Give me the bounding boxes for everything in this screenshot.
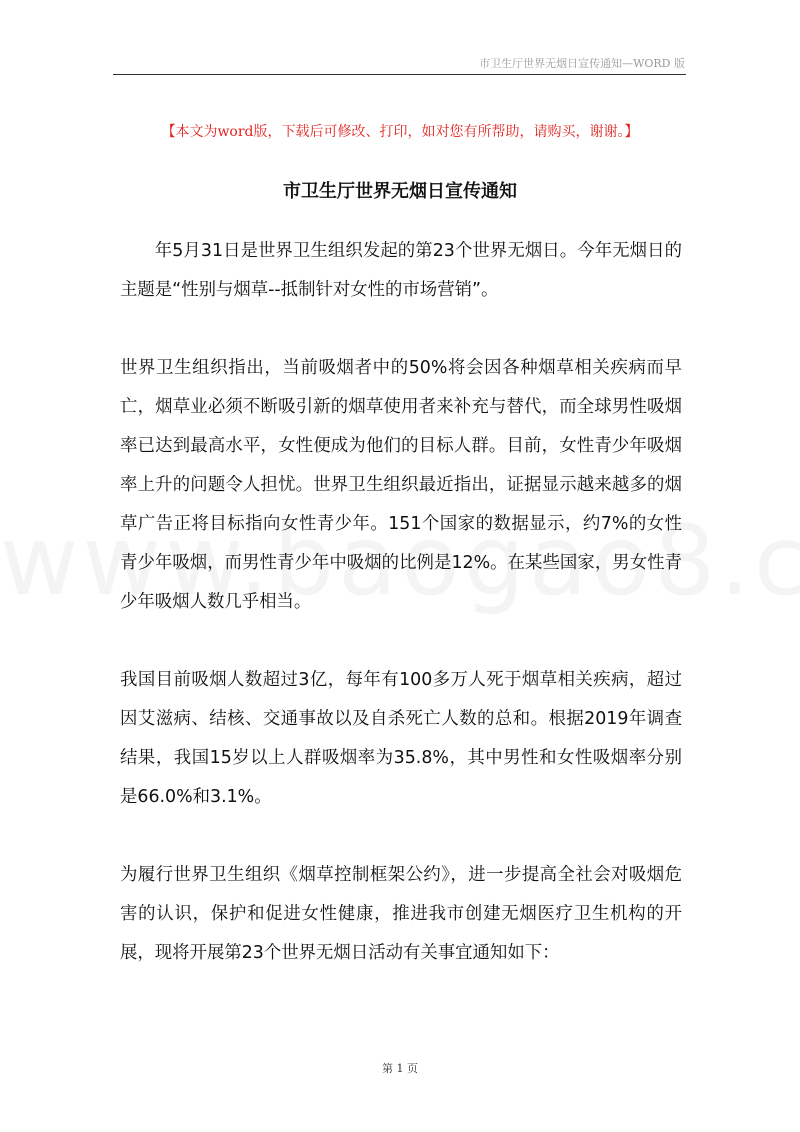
page-number: 第 1 页 [382, 1062, 418, 1075]
paragraph-china-statistics: 我国目前吸烟人数超过3亿，每年有100多万人死于烟草相关疾病，超过因艾滋病、结核、交通事故以及自杀死亡人数的总和。根据2019年调查结果，我国15岁以上人群吸烟率为35.8%，其中男性和女性吸烟率分别是66.0%和3.1%。 [120, 670, 682, 807]
document-body [120, 232, 682, 973]
paragraph-notice-purpose: 为履行世界卫生组织《烟草控制框架公约》，进一步提高全社会对吸烟危害的认识，保护和促进女性健康，推进我市创建无烟医疗卫生机构的开展，现将开展第23个世界无烟日活动有关事宜通知如下： [120, 865, 682, 963]
paragraph-spacer [120, 817, 682, 856]
running-header: 市卫生厅世界无烟日宣传通知—WORD 版 [479, 57, 685, 70]
download-notice: 【本文为word版，下载后可修改、打印，如对您有所帮助，请购买，谢谢。】 [161, 124, 639, 140]
header-divider [113, 74, 686, 75]
paragraph-intro: 年5月31日是世界卫生组织发起的第23个世界无烟日。今年无烟日的主题是“性别与烟草--抵制针对女性的市场营销”。 [120, 241, 682, 300]
document-title: 市卫生厅世界无烟日宣传通知 [283, 181, 517, 202]
paragraph-spacer [120, 622, 682, 661]
paragraph-who-findings: 世界卫生组织指出，当前吸烟者中的50%将会因各种烟草相关疾病而早亡，烟草业必须不断吸引新的烟草使用者来补充与替代，而全球男性吸烟率已达到最高水平，女性便成为他们的目标人群。目前，女性青少年吸烟率上升的问题令人担忧。世界卫生组织最近指出，证据显示越来越多的烟草广告正将目标指向女性青少年。151个国家的数据显示，约7%的女性青少年吸烟，而男性青少年中吸烟的比例是12%。在某些国家，男女性青少年吸烟人数几乎相当。 [120, 358, 682, 612]
paragraph-spacer [120, 310, 682, 349]
